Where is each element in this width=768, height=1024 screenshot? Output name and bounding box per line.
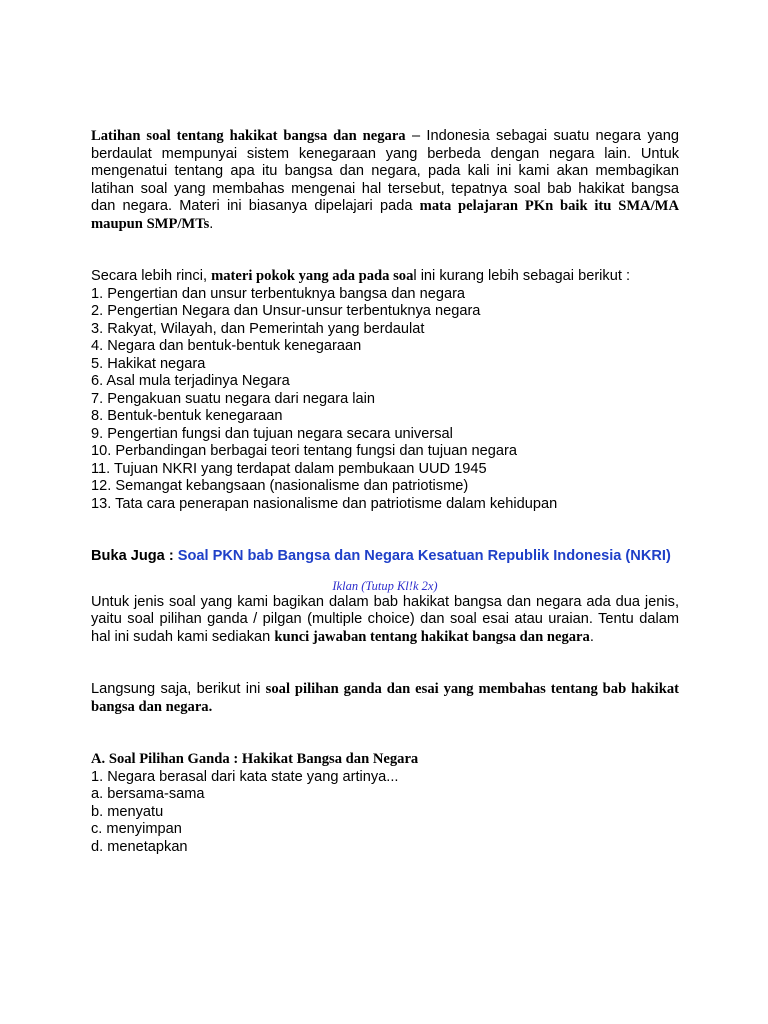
topic-item: 12. Semangat kebangsaan (nasionalisme dan patriotisme) xyxy=(91,478,469,494)
ad-close-note[interactable]: Iklan (Tutup Kl!k 2x) xyxy=(332,578,438,593)
topic-item: 10. Perbandingan berbagai teori tentang fungsi dan tujuan negara xyxy=(91,443,517,459)
jenis-paragraph xyxy=(91,594,679,647)
intro-end: . xyxy=(209,215,214,232)
topic-item: 3. Rakyat, Wilayah, dan Pemerintah yang berdaulat xyxy=(91,320,425,337)
answer-option: c. menyimpan xyxy=(91,821,182,837)
buka-juga-link[interactable]: Soal PKN bab Bangsa dan Negara Kesatuan Republik Indonesia (NKRI) xyxy=(177,548,671,564)
topic-item: 6. Asal mula terjadinya Negara xyxy=(91,373,290,389)
answer-option: b. menyatu xyxy=(91,803,164,820)
jenis-end: . xyxy=(589,628,594,645)
topic-item: 4. Negara dan bentuk-bentuk kenegaraan xyxy=(91,338,362,354)
topic-item: 2. Pengertian Negara dan Unsur-unsur terbentuknya negara xyxy=(91,303,481,319)
answer-options xyxy=(91,786,679,856)
details-bold: materi pokok yang ada pada soa xyxy=(211,268,414,284)
buka-juga-label: Buka Juga : xyxy=(91,548,178,564)
topic-item: 11. Tujuan NKRI yang terdapat dalam pembukaan UUD 1945 xyxy=(91,460,487,477)
topic-item: 7. Pengakuan suatu negara dari negara lain xyxy=(91,390,375,407)
section-a xyxy=(91,751,679,856)
details-prefix: Secara lebih rinci, xyxy=(91,268,212,284)
topic-item: 13. Tata cara penerapan nasionalisme dan patriotisme dalam kehidupan xyxy=(91,495,558,512)
intro-paragraph xyxy=(91,128,679,233)
topic-list xyxy=(91,286,679,514)
details-suffix: l ini kurang lebih sebagai berikut : xyxy=(413,268,630,284)
topic-item: 9. Pengertian fungsi dan tujuan negara secara universal xyxy=(91,425,453,442)
answer-option: a. bersama-sama xyxy=(91,786,205,802)
answer-option: d. menetapkan xyxy=(91,838,188,855)
intro-lead-bold: Latihan soal tentang hakikat bangsa dan negara xyxy=(91,128,406,144)
langsung-prefix: Langsung saja, berikut ini xyxy=(91,681,266,697)
jenis-body: Untuk jenis soal yang kami bagikan dalam bab hakikat bangsa dan negara ada dua jenis, yaitu soal pilihan ganda / pilgan (multiple choice) dan soal esai atau uraian. Tentu dalam hal ini sudah kami sediakan xyxy=(91,593,679,645)
topic-item: 8. Bentuk-bentuk kenegaraan xyxy=(91,408,283,424)
langsung-paragraph xyxy=(91,681,679,716)
intro-body: – Indonesia sebagai suatu negara yang berdaulat mempunyai sistem kenegaraan yang berbeda dengan negara lain. Untuk mengenatui tentang apa itu bangsa dan negara, pada kali ini kami akan membagikan latihan soal yang membahas mengenai hal tersebut, tepatnya soal bab hakikat bangsa dan negara. Materi ini biasanya dipelajari pada xyxy=(91,128,679,214)
langsung-bold: soal pilihan ganda dan esai yang membahas tentang bab hakikat bangsa dan negara. xyxy=(91,681,679,715)
section-a-title: A. Soal Pilihan Ganda : Hakikat Bangsa dan Negara xyxy=(91,751,419,767)
topic-item: 5. Hakikat negara xyxy=(91,355,206,372)
jenis-bold: kunci jawaban tentang hakikat bangsa dan negara xyxy=(274,628,590,645)
buka-juga-line xyxy=(91,548,679,566)
topic-item: 1. Pengertian dan unsur terbentuknya bangsa dan negara xyxy=(91,285,466,302)
question-text: 1. Negara berasal dari kata state yang artinya... xyxy=(91,768,399,785)
document-page xyxy=(91,120,679,856)
details-heading xyxy=(91,268,679,286)
intro-subject-bold: mata pelajaran PKn baik itu SMA/MA maupun SMP/MTs xyxy=(91,198,679,232)
